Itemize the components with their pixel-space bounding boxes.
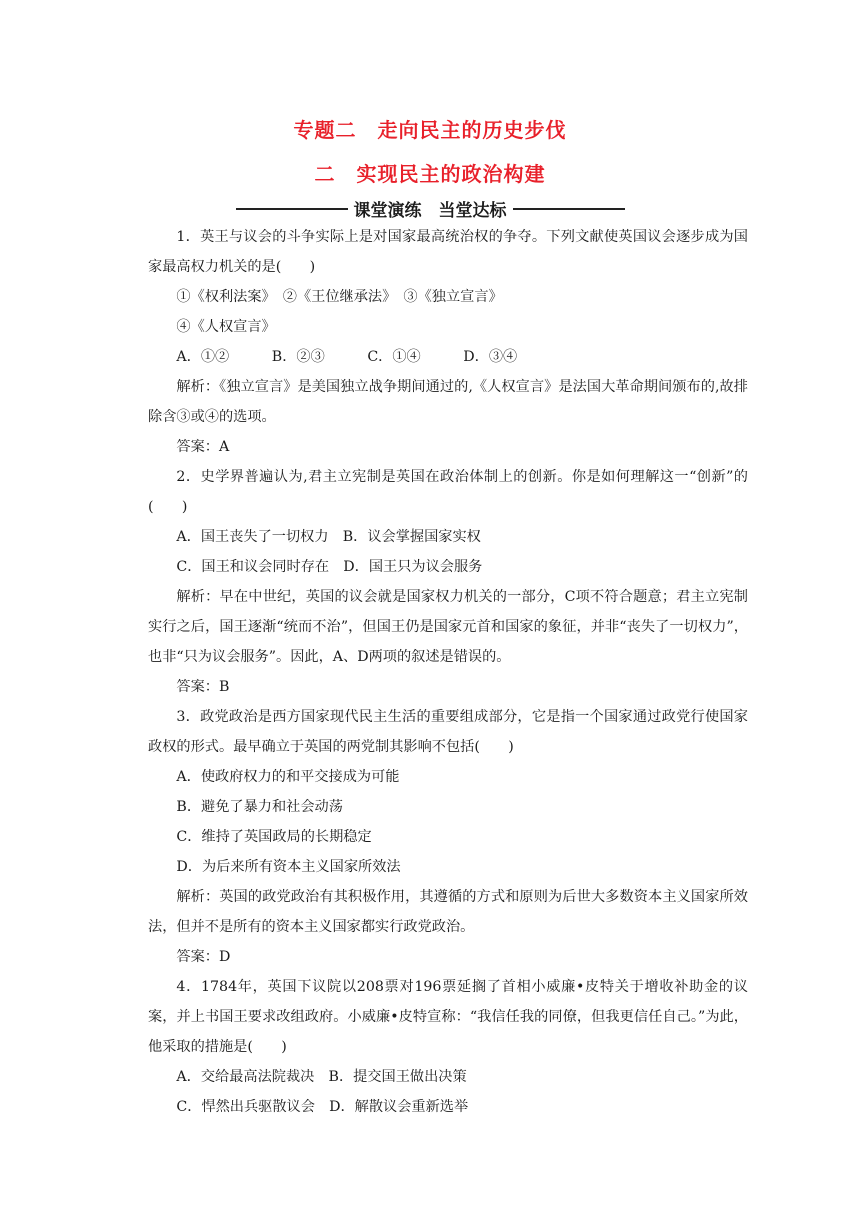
question-option: D．为后来所有资本主义国家所效法: [176, 859, 401, 875]
question-options: C．悍然出兵驱散议会 D．解散议会重新选举: [176, 1099, 469, 1115]
question-analysis: 解析：早在中世纪，英国的议会就是国家权力机关的一部分，C项不符合题意；君主立宪制实行之后，国王逐渐“统而不治”，但国王仍是国家元首和国家的象征，并非“丧失了一切权力”，也非“只为议会服务”。因此，A、D两项的叙述是错误的。: [148, 589, 748, 665]
question-items: ①《权利法案》 ②《王位继承法》 ③《独立宣言》: [176, 289, 503, 305]
question-answer: 答案：D: [176, 949, 231, 965]
question-2: [148, 462, 748, 702]
question-analysis: 解析：英国的政党政治有其积极作用，其遵循的方式和原则为后世大多数资本主义国家所效法，但并不是所有的资本主义国家都实行政党政治。: [148, 889, 748, 935]
question-list: [148, 222, 748, 1122]
section-rule-right: [513, 208, 625, 210]
question-3: [148, 702, 748, 972]
topic-title: 专题二 走向民主的历史步伐: [293, 118, 567, 142]
question-stem: 1．英王与议会的斗争实际上是对国家最高统治权的争夺。下列文献使英国议会逐步成为国家最高权力机关的是( ): [148, 229, 748, 275]
question-option: C．维持了英国政局的长期稳定: [176, 829, 372, 845]
question-stem: 3．政党政治是西方国家现代民主生活的重要组成部分，它是指一个国家通过政党行使国家政权的形式。最早确立于英国的两党制其影响不包括( ): [148, 709, 748, 755]
section-rule-left: [236, 208, 348, 210]
question-option: B．避免了暴力和社会动荡: [176, 799, 343, 815]
question-options: A．国王丧失了一切权力 B．议会掌握国家实权: [176, 529, 481, 545]
question-options: C．国王和议会同时存在 D．国王只为议会服务: [176, 559, 483, 575]
section-banner: [0, 196, 860, 221]
question-analysis: 解析：《独立宣言》是美国独立战争期间通过的,《人权宣言》是法国大革命期间颁布的,故排除含③或④的选项。: [148, 379, 748, 425]
question-items: ④《人权宣言》: [176, 319, 276, 335]
lesson-title: 二 实现民主的政治构建: [314, 162, 546, 186]
question-option: A．使政府权力的和平交接成为可能: [176, 769, 400, 785]
section-label: 课堂演练 当堂达标: [353, 201, 507, 221]
question-1: [148, 222, 748, 462]
question-4: [148, 972, 748, 1122]
question-options: A．①② B．②③ C．①④ D．③④: [176, 349, 518, 365]
question-answer: 答案：A: [176, 439, 230, 455]
question-stem: 4．1784年，英国下议院以208票对196票延搁了首相小威廉•皮特关于增收补助金的议案，并上书国王要求改组政府。小威廉•皮特宣称：“我信任我的同僚，但我更信任自己。”为此，他采取的措施是( ): [148, 979, 748, 1055]
question-answer: 答案：B: [176, 679, 230, 695]
question-options: A．交给最高法院裁决 B．提交国王做出决策: [176, 1069, 467, 1085]
question-stem: 2．史学界普遍认为,君主立宪制是英国在政治体制上的创新。你是如何理解这一“创新”的( ): [148, 469, 748, 515]
